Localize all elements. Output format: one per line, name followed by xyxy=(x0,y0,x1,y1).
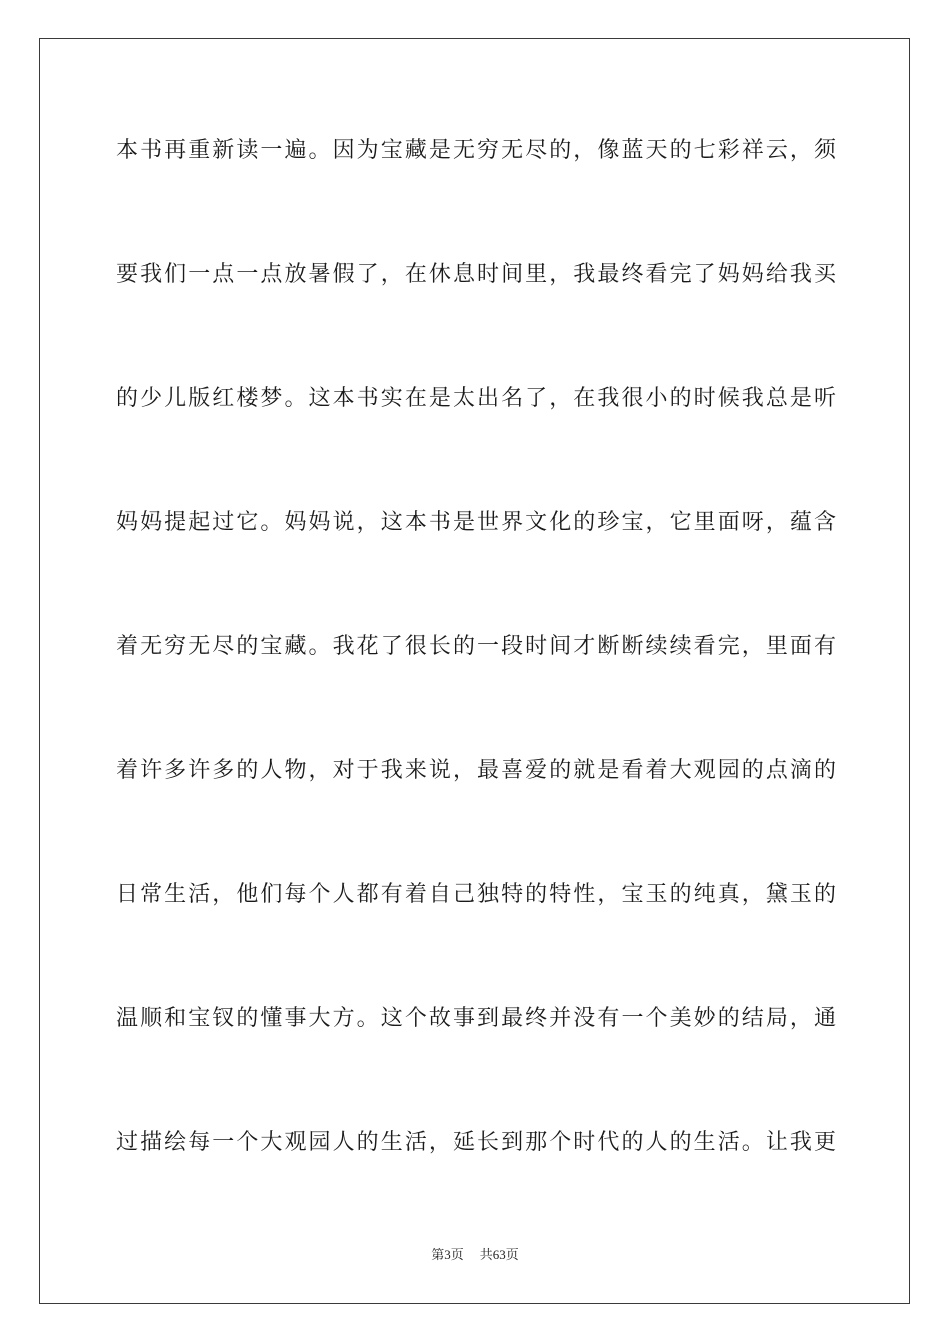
page-border xyxy=(39,38,910,1304)
page-total: 共63页 xyxy=(479,1247,519,1262)
page-footer xyxy=(0,1245,950,1265)
page-number: 第3页 xyxy=(431,1247,464,1262)
text-line: 着许多许多的人物，对于我来说，最喜爱的就是看着大观园的点滴的 xyxy=(116,758,836,783)
text-line: 温顺和宝钗的懂事大方。这个故事到最终并没有一个美妙的结局，通 xyxy=(116,1006,836,1031)
text-line: 过描绘每一个大观园人的生活，延长到那个时代的人的生活。让我更 xyxy=(116,1130,836,1155)
text-line: 要我们一点一点放暑假了，在休息时间里，我最终看完了妈妈给我买 xyxy=(116,262,836,287)
text-line: 本书再重新读一遍。因为宝藏是无穷无尽的，像蓝天的七彩祥云，须 xyxy=(116,138,836,163)
text-line: 的少儿版红楼梦。这本书实在是太出名了，在我很小的时候我总是听 xyxy=(116,386,836,411)
text-line: 妈妈提起过它。妈妈说，这本书是世界文化的珍宝，它里面呀，蕴含 xyxy=(116,510,836,535)
text-line: 着无穷无尽的宝藏。我花了很长的一段时间才断断续续看完，里面有 xyxy=(116,634,836,659)
text-line: 日常生活，他们每个人都有着自己独特的特性，宝玉的纯真，黛玉的 xyxy=(116,882,836,907)
